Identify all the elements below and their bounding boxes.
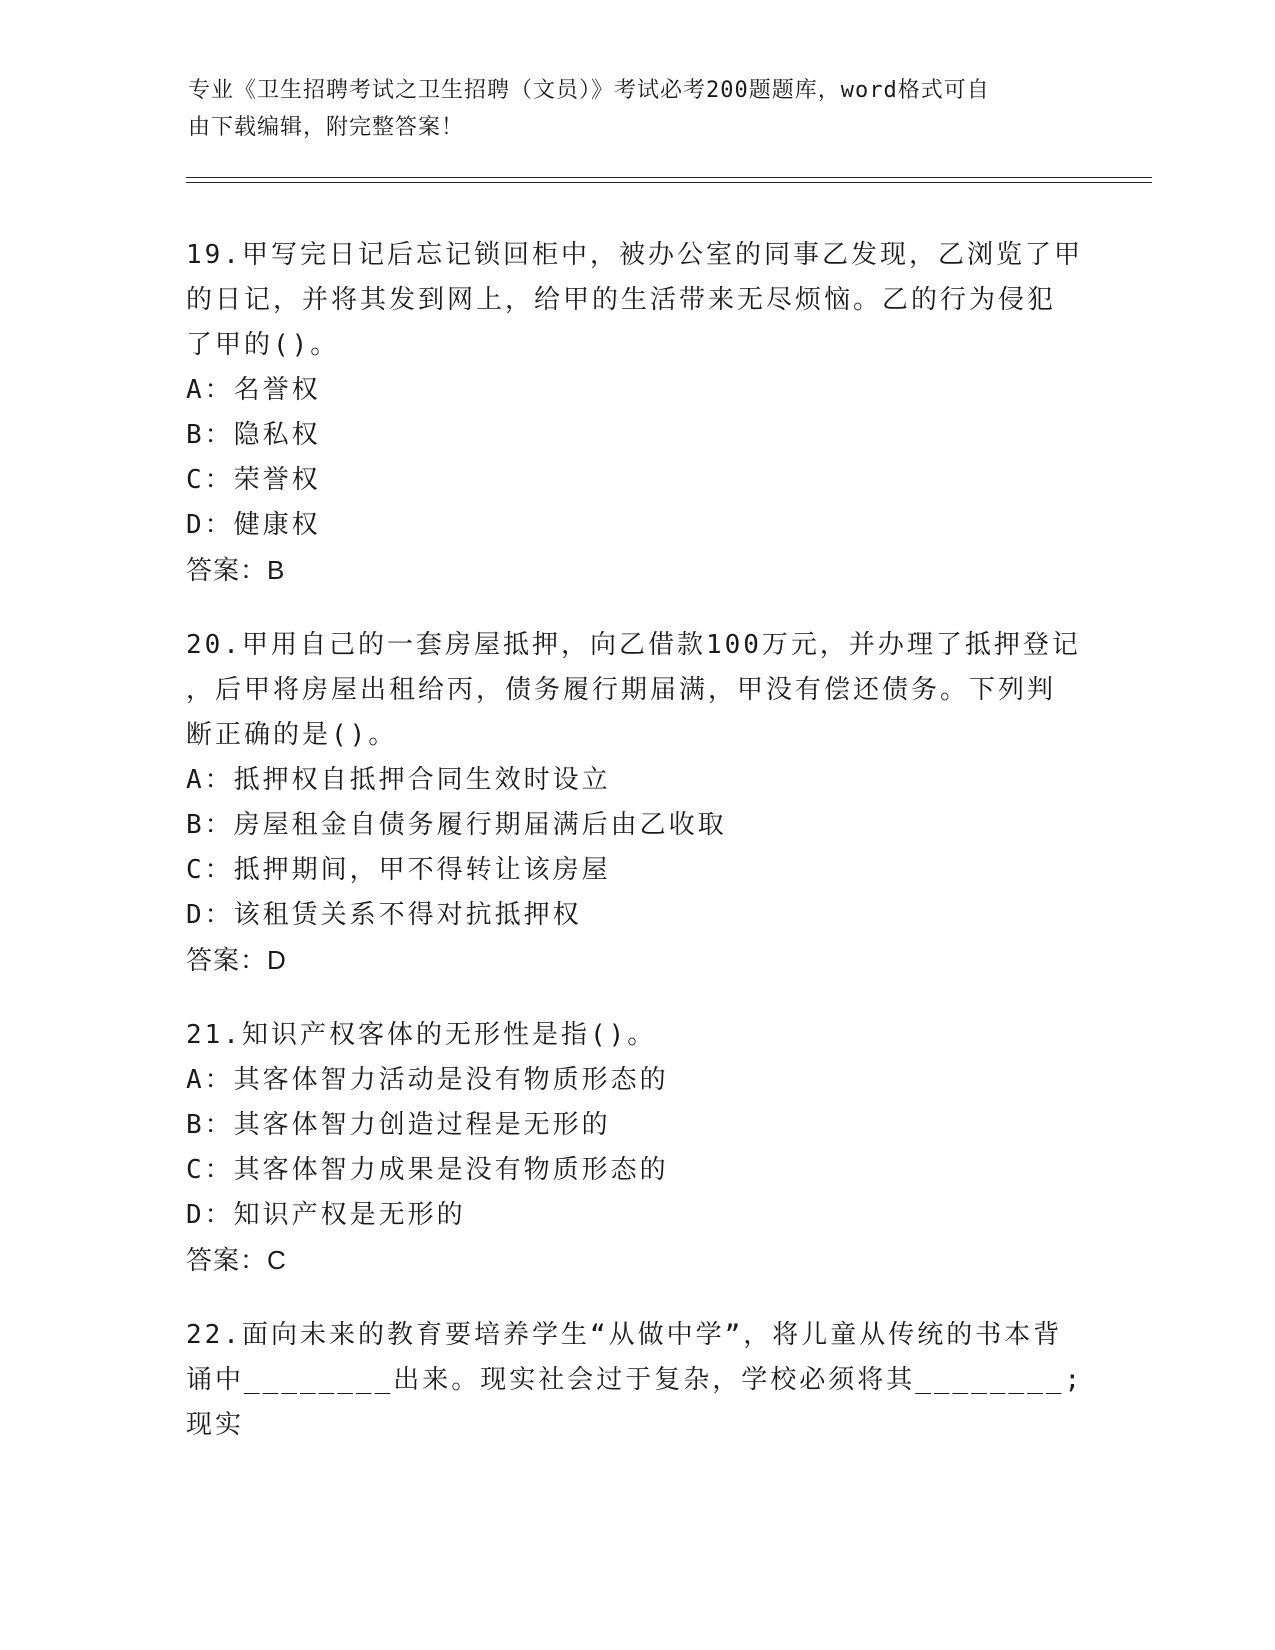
question-text-line: 20.甲用自己的一套房屋抵押，向乙借款100万元，并办理了抵押登记 xyxy=(186,630,1081,660)
question-text-line: 22.面向未来的教育要培养学生“从做中学”，将儿童从传统的书本背 xyxy=(186,1320,1063,1350)
option-d: D：健康权 xyxy=(186,510,321,540)
option-d: D：该租赁关系不得对抗抵押权 xyxy=(186,900,582,930)
option-b: B：房屋租金自债务履行期届满后由乙收取 xyxy=(186,810,727,840)
option-b: B：其客体智力创造过程是无形的 xyxy=(186,1110,611,1140)
question-text-line: 断正确的是()。 xyxy=(186,720,398,750)
question-19 xyxy=(186,233,1086,593)
answer-line: 答案：B xyxy=(186,555,286,585)
option-c: C：其客体智力成果是没有物质形态的 xyxy=(186,1155,669,1185)
option-b: B：隐私权 xyxy=(186,420,321,450)
header-line-2: 由下载编辑，附完整答案！ xyxy=(188,115,465,140)
answer-line: 答案：D xyxy=(186,945,287,975)
question-text-line: ，后甲将房屋出租给丙，债务履行期届满，甲没有偿还债务。下列判 xyxy=(186,675,1057,705)
answer-line: 答案：C xyxy=(186,1245,287,1275)
question-text-line: 了甲的()。 xyxy=(186,330,340,360)
option-a: A：名誉权 xyxy=(186,375,321,405)
question-text-line: 诵中________出来。现实社会过于复杂，学校必须将其________;现实 xyxy=(186,1365,1084,1440)
question-22 xyxy=(186,1313,1086,1448)
question-list xyxy=(186,233,1086,1478)
question-text-line: 19.甲写完日记后忘记锁回柜中，被办公室的同事乙发现，乙浏览了甲 xyxy=(186,240,1083,270)
option-a: A：抵押权自抵押合同生效时设立 xyxy=(186,765,611,795)
question-text-line: 的日记，并将其发到网上，给甲的生活带来无尽烦恼。乙的行为侵犯 xyxy=(186,285,1057,315)
question-20 xyxy=(186,623,1086,983)
document-header xyxy=(188,72,1068,146)
option-c: C：荣誉权 xyxy=(186,465,321,495)
question-21 xyxy=(186,1013,1086,1283)
header-line-1: 专业《卫生招聘考试之卫生招聘（文员）》考试必考200题题库，word格式可自 xyxy=(188,78,990,103)
option-a: A：其客体智力活动是没有物质形态的 xyxy=(186,1065,669,1095)
question-text-line: 21.知识产权客体的无形性是指()。 xyxy=(186,1020,657,1050)
header-divider-bottom xyxy=(186,182,1152,183)
option-c: C：抵押期间，甲不得转让该房屋 xyxy=(186,855,611,885)
header-divider-top xyxy=(186,177,1152,178)
option-d: D：知识产权是无形的 xyxy=(186,1200,466,1230)
